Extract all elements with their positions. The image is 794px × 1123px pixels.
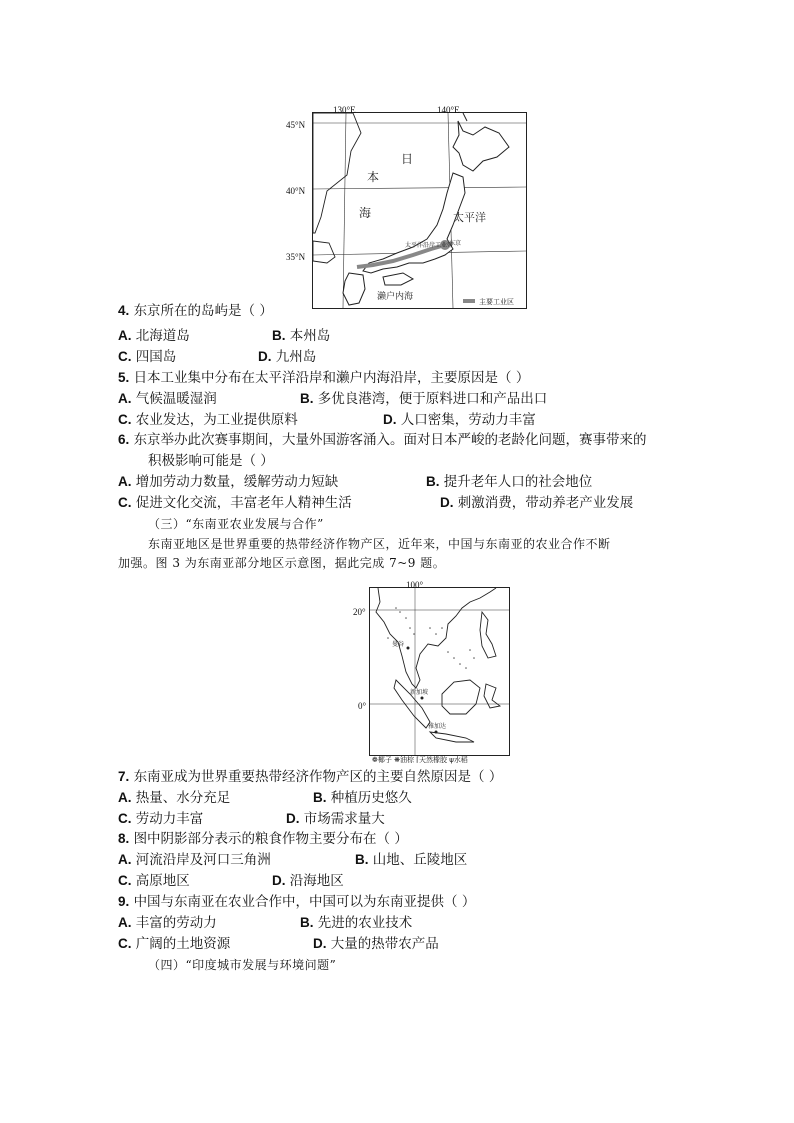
- q4-option-b: [272, 327, 330, 345]
- q8-option-a-key: A.: [118, 852, 132, 867]
- jakarta-label: 雅加达: [428, 723, 447, 730]
- q7-option-a-text: 热量、水分充足: [135, 790, 231, 806]
- q5-option-a-text: 气候温暖湿润: [135, 391, 217, 407]
- korea-shape: [313, 241, 335, 263]
- map2-legend: [372, 755, 468, 765]
- question-8: [118, 830, 408, 848]
- q5-option-d: [383, 411, 536, 429]
- q6-option-a: [118, 473, 338, 491]
- rice-area-dots: [387, 607, 475, 669]
- question-7-num: 7.: [118, 769, 130, 784]
- pacific-belt-label: 太平洋沿岸工业带: [405, 242, 454, 249]
- q4-option-a-key: A.: [118, 328, 132, 343]
- q7-option-b: [313, 789, 412, 807]
- hokkaido-shape: [453, 121, 509, 171]
- lat-40-label: 40°N: [286, 186, 306, 196]
- q6-option-a-text: 增加劳动力数量，缓解劳动力短缺: [135, 474, 339, 490]
- q9-option-a-text: 丰富的劳动力: [135, 915, 217, 931]
- q4-option-c: [118, 348, 176, 366]
- section-3-heading: （三）“东南亚农业发展与合作”: [148, 517, 324, 531]
- q9-option-c-key: C.: [118, 936, 132, 951]
- q8-option-b-key: B.: [355, 852, 369, 867]
- q7-option-d-key: D.: [286, 811, 300, 826]
- q7-option-a: [118, 789, 230, 807]
- shikoku-shape: [383, 273, 413, 285]
- japan-map: [312, 112, 527, 309]
- coconut-icon: ❁: [372, 756, 378, 764]
- section-3-intro-2: 加强。图 3 为东南亚部分地区示意图，据此完成 7~9 题。: [118, 556, 446, 570]
- q9-option-a: [118, 914, 217, 932]
- q4-option-b-text: 本州岛: [289, 328, 331, 344]
- q9-option-d-text: 大量的热带农产品: [330, 936, 439, 952]
- q8-option-d-key: D.: [272, 873, 286, 888]
- sea-map-svg: [370, 588, 509, 755]
- question-6: [118, 431, 647, 449]
- philippines-shape: [480, 612, 496, 658]
- legend-coconut: 椰子: [377, 756, 392, 764]
- q9-option-d-key: D.: [313, 936, 327, 951]
- q4-option-a-text: 北海道岛: [135, 328, 190, 344]
- japan-char-ri: 日: [401, 152, 414, 166]
- legend-rubber: 天然橡胶: [418, 756, 447, 764]
- question-6-num: 6.: [118, 432, 130, 447]
- q6-option-b-key: B.: [426, 474, 440, 489]
- lon-100-label: 100°: [406, 580, 424, 590]
- question-4-num: 4.: [118, 303, 130, 318]
- q4-option-d: [258, 348, 316, 366]
- jakarta-marker: [435, 731, 438, 734]
- lon-130-line: [343, 113, 346, 308]
- q5-option-c-key: C.: [118, 412, 132, 427]
- q4-option-c-key: C.: [118, 349, 132, 364]
- q6-option-c: [118, 494, 352, 512]
- q6-option-d-key: D.: [440, 495, 454, 510]
- q7-option-b-key: B.: [313, 790, 327, 805]
- q7-option-c-text: 劳动力丰富: [135, 811, 204, 827]
- bangkok-label: 曼谷: [392, 641, 405, 648]
- q8-option-d-text: 沿海地区: [289, 873, 344, 889]
- question-8-text: 图中阴影部分表示的粮食作物主要分布在（ ）: [133, 831, 408, 847]
- seto-sea-label: 濑户内海: [377, 292, 414, 302]
- lat-0-label: 0°: [358, 701, 367, 711]
- japan-char-hai: 海: [359, 206, 372, 220]
- rubber-icon: ⌈: [416, 756, 419, 764]
- q5-option-c-text: 农业发达，为工业提供原料: [135, 412, 298, 428]
- lat-45-label: 45°N: [286, 120, 306, 130]
- q8-option-a-text: 河流沿岸及河口三角洲: [135, 852, 271, 868]
- question-5-num: 5.: [118, 370, 130, 385]
- q8-option-c-key: C.: [118, 873, 132, 888]
- lon-140-label: 140°E: [437, 105, 460, 115]
- q5-option-d-key: D.: [383, 412, 397, 427]
- question-4: [118, 302, 273, 320]
- question-7-text: 东南亚成为世界重要热带经济作物产区的主要自然原因是（ ）: [133, 769, 503, 785]
- q8-option-b: [355, 851, 467, 869]
- q7-option-a-key: A.: [118, 790, 132, 805]
- rice-icon: ψ: [449, 756, 454, 764]
- question-6-text: 东京举办此次赛事期间，大量外国游客涌入。面对日本严峻的老龄化问题，赛事带来的: [133, 432, 647, 448]
- lon-130-label: 130°E: [333, 105, 356, 115]
- section-3-intro-1: 东南亚地区是世界重要的热带经济作物产区，近年来，中国与东南亚的农业合作不断: [148, 537, 611, 551]
- q5-option-b: [300, 390, 547, 408]
- q6-option-a-key: A.: [118, 474, 132, 489]
- q9-option-c: [118, 935, 230, 953]
- q5-option-a-key: A.: [118, 391, 132, 406]
- q6-option-d-text: 刺激消费，带动养老产业发展: [457, 495, 634, 511]
- q5-option-d-text: 人口密集，劳动力丰富: [400, 412, 536, 428]
- tokyo-label: 东京: [449, 240, 462, 247]
- q7-option-b-text: 种植历史悠久: [330, 790, 412, 806]
- southeast-asia-map: [369, 587, 510, 756]
- q9-option-b-key: B.: [300, 915, 314, 930]
- q9-option-b: [300, 914, 412, 932]
- java-shape: [430, 732, 474, 742]
- q9-option-a-key: A.: [118, 915, 132, 930]
- q5-option-b-text: 多优良港湾，便于原料进口和产品出口: [317, 391, 548, 407]
- q5-option-c: [118, 411, 298, 429]
- bangkok-marker: [407, 647, 410, 650]
- mainland-coast-shape: [376, 588, 496, 688]
- q8-option-b-text: 山地、丘陵地区: [372, 852, 468, 868]
- q4-option-b-key: B.: [272, 328, 286, 343]
- sulawesi-shape: [484, 684, 500, 708]
- q8-option-c: [118, 872, 190, 890]
- lat-35-label: 35°N: [286, 252, 306, 262]
- question-6-cont: 积极影响可能是（ ）: [148, 453, 274, 469]
- singapore-marker: [421, 697, 424, 700]
- japan-map-svg: [313, 113, 526, 308]
- pacific-label: 太平洋: [453, 211, 486, 224]
- q6-option-c-key: C.: [118, 495, 132, 510]
- q9-option-d: [313, 935, 439, 953]
- q7-option-c-key: C.: [118, 811, 132, 826]
- q5-option-b-key: B.: [300, 391, 314, 406]
- legend-rice: 水稻: [453, 756, 468, 764]
- q4-option-a: [118, 327, 190, 345]
- q7-option-d-text: 市场需求量大: [303, 811, 385, 827]
- borneo-shape: [442, 680, 480, 714]
- kyushu-shape: [343, 273, 365, 305]
- legend-industry-label: 主要工业区: [479, 298, 514, 306]
- lat-20-label: 20°: [353, 607, 366, 617]
- q6-option-b-text: 提升老年人口的社会地位: [443, 474, 593, 490]
- question-4-text: 东京所在的岛屿是（ ）: [133, 303, 273, 319]
- question-5-text: 日本工业集中分布在太平洋沿岸和濑户内海沿岸，主要原因是（ ）: [133, 370, 530, 386]
- q8-option-a: [118, 851, 271, 869]
- q7-option-d: [286, 810, 385, 828]
- japan-char-ben: 本: [367, 170, 380, 184]
- singapore-label: 新加坡: [410, 689, 429, 696]
- q6-option-d: [440, 494, 633, 512]
- legend-oil-palm: 油棕: [399, 756, 414, 764]
- q6-option-b: [426, 473, 592, 491]
- q4-option-d-text: 九州岛: [275, 349, 317, 365]
- section-4-heading: （四）“印度城市发展与环境问题”: [148, 958, 337, 972]
- q8-option-d: [272, 872, 344, 890]
- question-5: [118, 369, 529, 387]
- question-9: [118, 893, 475, 911]
- asia-coast-shape: [313, 113, 361, 233]
- q4-option-d-key: D.: [258, 349, 272, 364]
- q5-option-a: [118, 390, 217, 408]
- question-8-num: 8.: [118, 831, 130, 846]
- sakhalin-shape: [463, 113, 467, 121]
- question-7: [118, 768, 502, 786]
- oil-palm-icon: ❋: [394, 756, 400, 764]
- q7-option-c: [118, 810, 203, 828]
- q9-option-c-text: 广阔的土地资源: [135, 936, 231, 952]
- q4-option-c-text: 四国岛: [135, 349, 177, 365]
- question-9-num: 9.: [118, 894, 130, 909]
- q9-option-b-text: 先进的农业技术: [317, 915, 413, 931]
- q6-option-c-text: 促进文化交流，丰富老年人精神生活: [135, 495, 352, 511]
- question-9-text: 中国与东南亚在农业合作中，中国可以为东南亚提供（ ）: [133, 894, 476, 910]
- q8-option-c-text: 高原地区: [135, 873, 190, 889]
